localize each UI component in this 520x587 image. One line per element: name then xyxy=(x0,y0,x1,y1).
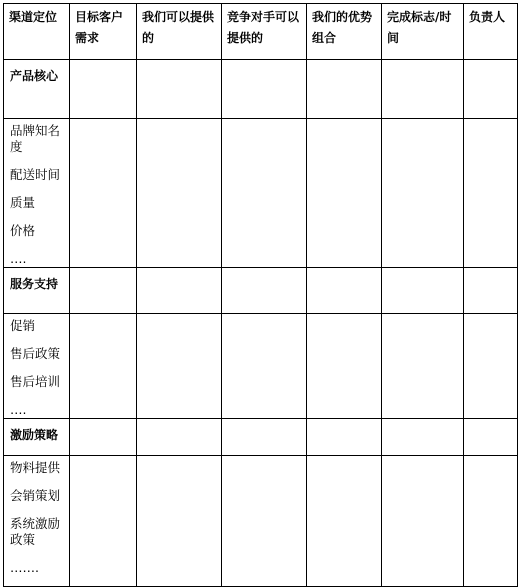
empty-cell[interactable] xyxy=(464,268,518,314)
item-after-sales-training: 售后培训 xyxy=(10,374,61,389)
empty-cell[interactable] xyxy=(137,60,222,119)
section-items-product-core xyxy=(4,119,70,268)
empty-cell[interactable] xyxy=(70,419,137,456)
channel-positioning-table xyxy=(3,3,518,587)
empty-cell[interactable] xyxy=(222,456,307,587)
empty-cell[interactable] xyxy=(137,268,222,314)
item-ellipsis: ……. xyxy=(10,560,39,575)
empty-cell[interactable] xyxy=(70,119,137,268)
empty-cell[interactable] xyxy=(307,60,382,119)
empty-cell[interactable] xyxy=(464,314,518,419)
empty-cell[interactable] xyxy=(382,60,464,119)
section-title-incentive-strategy: 激励策略 xyxy=(4,419,70,456)
item-quality: 质量 xyxy=(10,195,36,210)
section-items-incentive-strategy xyxy=(4,456,70,587)
empty-cell[interactable] xyxy=(70,314,137,419)
empty-cell[interactable] xyxy=(464,456,518,587)
section-items-service-support xyxy=(4,314,70,419)
empty-cell[interactable] xyxy=(307,419,382,456)
header-what-we-provide: 我们可以提供的 xyxy=(137,4,222,60)
empty-cell[interactable] xyxy=(382,419,464,456)
empty-cell[interactable] xyxy=(464,419,518,456)
empty-cell[interactable] xyxy=(222,119,307,268)
section-items-row xyxy=(4,119,518,268)
item-materials-supply: 物料提供 xyxy=(10,460,61,475)
empty-cell[interactable] xyxy=(464,119,518,268)
empty-cell[interactable] xyxy=(464,60,518,119)
empty-cell[interactable] xyxy=(222,419,307,456)
empty-cell[interactable] xyxy=(137,119,222,268)
empty-cell[interactable] xyxy=(382,119,464,268)
empty-cell[interactable] xyxy=(70,268,137,314)
item-ellipsis: …. xyxy=(10,402,27,417)
empty-cell[interactable] xyxy=(222,268,307,314)
empty-cell[interactable] xyxy=(382,314,464,419)
section-items-row xyxy=(4,314,518,419)
empty-cell[interactable] xyxy=(382,456,464,587)
empty-cell[interactable] xyxy=(70,456,137,587)
section-title-row xyxy=(4,419,518,456)
empty-cell[interactable] xyxy=(70,60,137,119)
header-channel-positioning: 渠道定位 xyxy=(4,4,70,60)
empty-cell[interactable] xyxy=(222,60,307,119)
empty-cell[interactable] xyxy=(382,268,464,314)
item-event-planning: 会销策划 xyxy=(10,488,61,503)
item-delivery-time: 配送时间 xyxy=(10,167,61,182)
section-title-row xyxy=(4,268,518,314)
empty-cell[interactable] xyxy=(137,456,222,587)
section-title-row xyxy=(4,60,518,119)
empty-cell[interactable] xyxy=(307,314,382,419)
empty-cell[interactable] xyxy=(137,419,222,456)
section-title-product-core: 产品核心 xyxy=(4,60,70,119)
empty-cell[interactable] xyxy=(307,456,382,587)
item-promotion: 促销 xyxy=(10,318,36,333)
item-price: 价格 xyxy=(10,223,36,238)
item-ellipsis: …. xyxy=(10,251,27,266)
header-our-advantage-mix: 我们的优势组合 xyxy=(307,4,382,60)
header-completion-time: 完成标志/时间 xyxy=(382,4,464,60)
header-competitor-provides: 竞争对手可以提供的 xyxy=(222,4,307,60)
header-owner: 负责人 xyxy=(464,4,518,60)
item-brand-awareness: 品牌知名度 xyxy=(10,123,61,154)
item-after-sales-policy: 售后政策 xyxy=(10,346,61,361)
empty-cell[interactable] xyxy=(222,314,307,419)
section-items-row xyxy=(4,456,518,587)
header-target-customer-needs: 目标客户需求 xyxy=(70,4,137,60)
header-row xyxy=(4,4,518,60)
section-title-service-support: 服务支持 xyxy=(4,268,70,314)
empty-cell[interactable] xyxy=(137,314,222,419)
empty-cell[interactable] xyxy=(307,268,382,314)
empty-cell[interactable] xyxy=(307,119,382,268)
item-incentive-policy: 系统激励政策 xyxy=(10,516,61,547)
